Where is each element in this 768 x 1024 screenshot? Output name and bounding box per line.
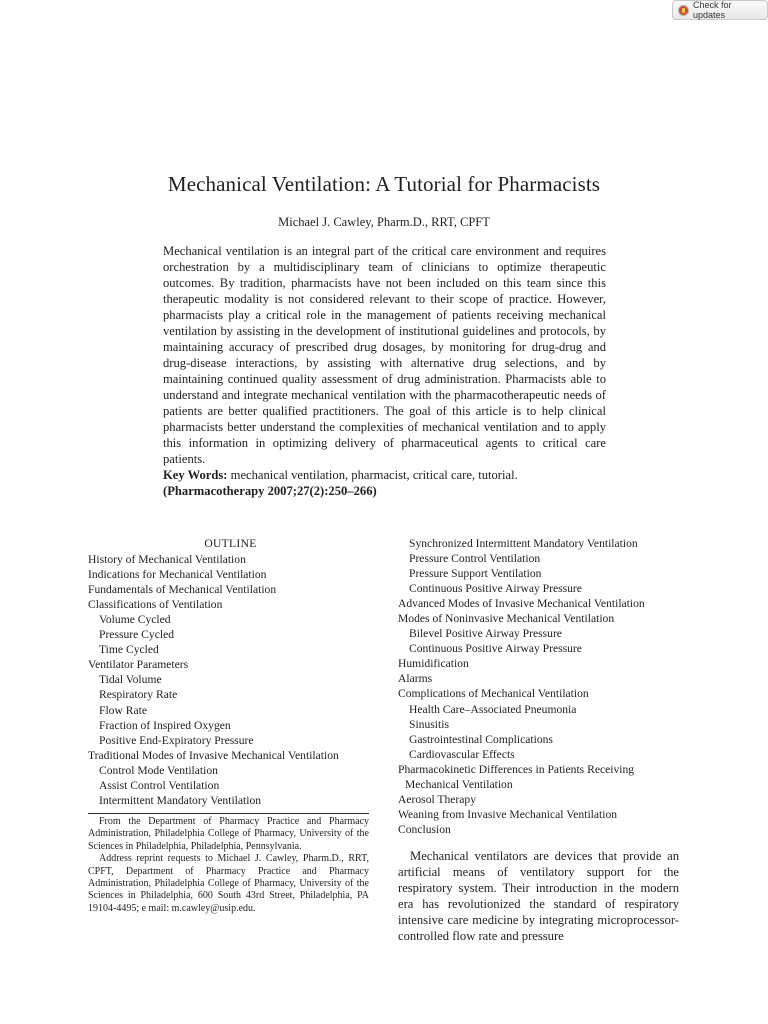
outline-item: Aerosol Therapy — [398, 792, 477, 806]
outline-item: Positive End-Expiratory Pressure — [99, 733, 254, 747]
outline-item: Volume Cycled — [99, 613, 171, 627]
outline-item: Classifications of Ventilation — [88, 598, 223, 612]
check-for-updates-label: Check for updates — [693, 0, 732, 20]
outline-item: Ventilator Parameters — [88, 658, 189, 672]
outline-item: Indications for Mechanical Ventilation — [88, 568, 267, 582]
outline-item: Flow Rate — [99, 703, 147, 717]
check-for-updates-button[interactable] — [672, 0, 768, 20]
outline-item: History of Mechanical Ventilation — [88, 553, 246, 567]
outline-item: Time Cycled — [99, 643, 159, 657]
outline-item: Gastrointestinal Complications — [409, 732, 553, 746]
outline-item: Pressure Support Ventilation — [409, 567, 542, 581]
outline-item: Tidal Volume — [99, 673, 162, 687]
article-author: Michael J. Cawley, Pharm.D., RRT, CPFT — [278, 215, 490, 229]
outline-item: Traditional Modes of Invasive Mechanical Ventilation — [88, 748, 339, 762]
outline-item: Weaning from Invasive Mechanical Ventilation — [398, 807, 618, 821]
outline-left-column — [88, 536, 373, 808]
outline-item: Alarms — [398, 672, 433, 686]
outline-item: Continuous Positive Airway Pressure — [409, 642, 582, 656]
outline-item: Advanced Modes of Invasive Mechanical Ventilation — [398, 597, 645, 611]
keywords-text: mechanical ventilation, pharmacist, critical care, tutorial. — [227, 468, 518, 482]
outline-item: Mechanical Ventilation — [405, 777, 513, 791]
outline-item: Modes of Noninvasive Mechanical Ventilation — [398, 612, 615, 626]
outline-item: Conclusion — [398, 822, 451, 836]
outline-item: Fraction of Inspired Oxygen — [99, 718, 231, 732]
outline-list-left — [88, 552, 373, 808]
outline-item: Bilevel Positive Airway Pressure — [409, 627, 562, 641]
outline-heading: OUTLINE — [204, 537, 257, 550]
article-title: Mechanical Ventilation: A Tutorial for Pharmacists — [167, 172, 601, 196]
outline-item: Control Mode Ventilation — [99, 763, 218, 777]
outline-item: Pharmacokinetic Differences in Patients Receiving — [398, 762, 635, 776]
body-intro-paragraph: Mechanical ventilators are devices that provide an artificial means of ventilatory support for the respiratory system. Their introduction in the modern era has revolutionized the standard of respiratory intensive care medicine by integrating microprocessor-controlled flow rate and pressure — [398, 849, 679, 943]
outline-item: Humidification — [398, 657, 469, 671]
outline-list-right — [398, 536, 698, 837]
outline-item: Respiratory Rate — [99, 688, 178, 702]
outline-item: Assist Control Ventilation — [99, 778, 220, 792]
abstract-text: Mechanical ventilation is an integral part of the critical care environment and requires orchestration by a multidisciplinary team of clinicians to optimize therapeutic outcomes. By tradition, pharmacists have not been included on this team since this therapeutic modality is not considered relevant to their scope of practice. However, pharmacists play a critical role in the management of patients receiving mechanical ventilation by assisting in the development of institutional guidelines and protocols, by maintaining accuracy of prescribed drug dosages, by monitoring for drug-drug and drug-disease interactions, by assisting with alternative drug selections, and by maintaining continued quality assessment of drug administration. Pharmacists able to understand and integrate mechanical ventilation with the pharmacotherapeutic needs of patients are better qualified practitioners. The goal of this article is to help clinical pharmacists better understand the complexities of mechanical ventilation and to apply this information in optimizing delivery of pharmaceutical agents to critical care patients. — [163, 244, 606, 466]
outline-item: Pressure Cycled — [99, 628, 175, 642]
footnote-divider — [88, 813, 369, 814]
outline-right-column — [398, 536, 698, 837]
outline-item: Pressure Control Ventilation — [409, 552, 541, 566]
abstract — [163, 243, 606, 499]
reprint-note: Address reprint requests to Michael J. Cawley, Pharm.D., RRT, CPFT, Department of Pharmacy Practice and Pharmacy Administration, Philadelphia College of Pharmacy, University of the Sciences in Philadelphia, 600 South 43rd Street, Philadelphia, PA 19104-4495; e mail: m.cawley@usip.edu. — [88, 853, 369, 914]
crossmark-icon — [678, 5, 689, 16]
affiliation-note: From the Department of Pharmacy Practice and Pharmacy Administration, Philadelphia College of Pharmacy, University of the Sciences in Philadelphia, Philadelphia, Pennsylvania. — [88, 816, 369, 852]
citation: (Pharmacotherapy 2007;27(2):250–266) — [163, 484, 377, 498]
outline-item: Complications of Mechanical Ventilation — [398, 687, 589, 701]
keywords-label: Key Words: — [163, 468, 228, 482]
outline-item: Intermittent Mandatory Ventilation — [99, 793, 262, 807]
outline-item: Synchronized Intermittent Mandatory Ventilation — [409, 537, 638, 550]
outline-item: Cardiovascular Effects — [409, 747, 515, 761]
outline-item: Health Care–Associated Pneumonia — [409, 702, 577, 716]
outline-item: Sinusitis — [409, 717, 449, 731]
outline-item: Continuous Positive Airway Pressure — [409, 582, 582, 596]
footnote — [88, 816, 369, 915]
keywords-line — [163, 467, 606, 483]
outline-item: Fundamentals of Mechanical Ventilation — [88, 583, 277, 597]
